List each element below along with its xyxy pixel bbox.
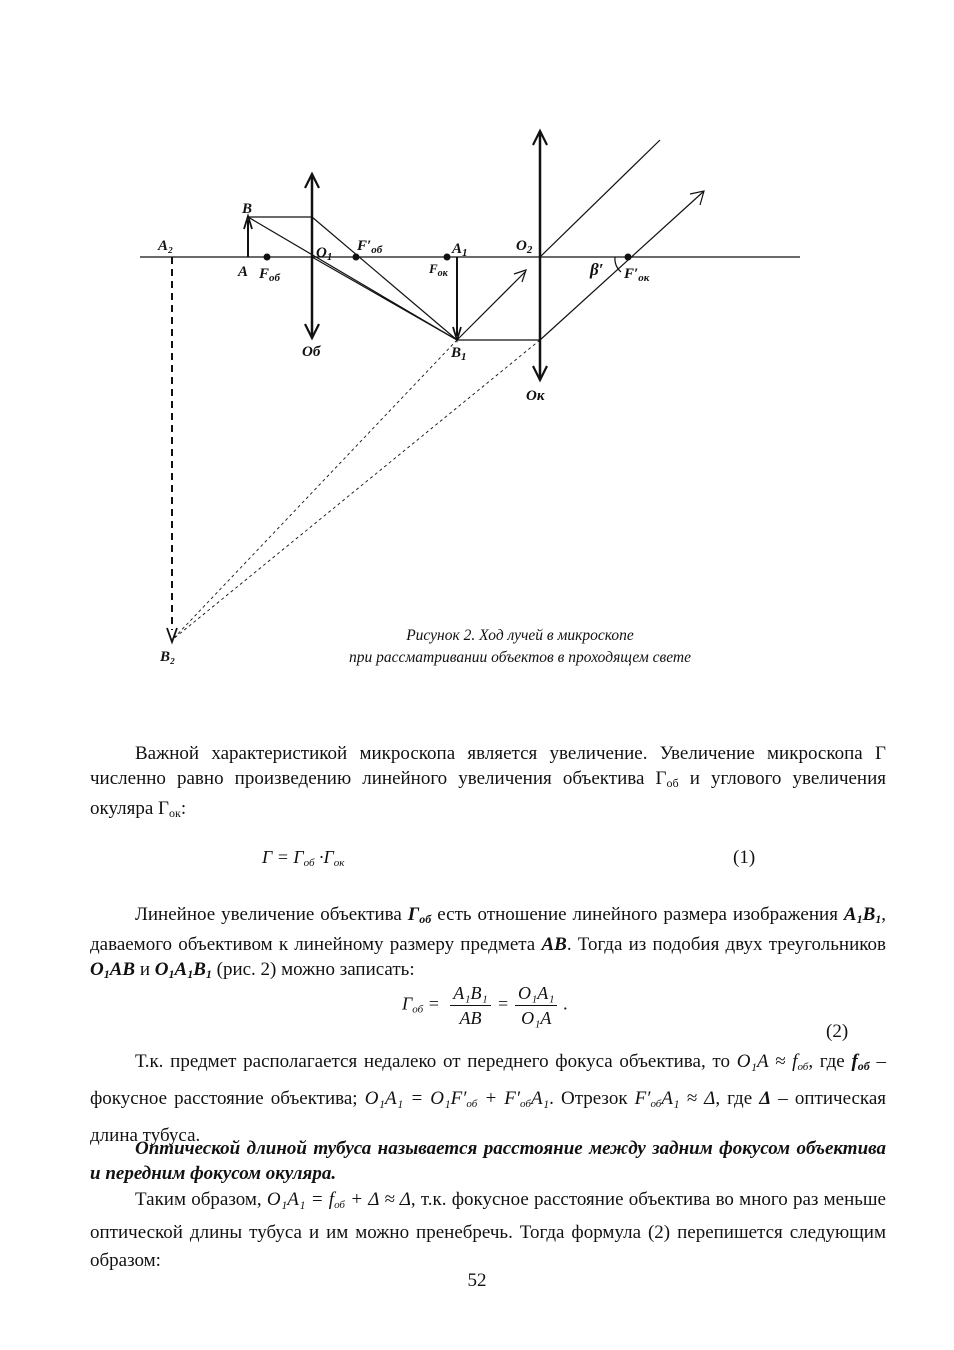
equation-2: $Г_{об}$ = $\frac{\text{A₁B₁}}{AB}$ = $\frac{\text{O₁A₁}}{\text{O₁A}}$ . <box>402 983 568 1028</box>
label-ok: Ок <box>526 388 545 404</box>
paragraph-tube-length-definition: Оптической длиной тубуса называется расстояние между задним фокусом объектива и передним фокусом окуляра. <box>90 1138 886 1184</box>
focus-point-fok <box>444 254 451 261</box>
ray-b1-o2-arrow <box>514 270 526 282</box>
focus-point-fob <box>264 254 271 261</box>
ray-exit-lower <box>540 192 703 340</box>
label-b2: B₂ <box>160 649 176 665</box>
focus-point-fok-prime <box>625 254 632 261</box>
equation-2-number: (2) <box>826 1021 849 1042</box>
paragraph-conclusion: Таким образом, $O_1A_1 = f_{об} + \Delta \approx \Delta$, т.к. фокусное расстояние объектива во много раз меньше оптической длины тубуса и им можно пренебречь. Тогда формула (2) перепишется следующим образом: <box>90 1189 886 1271</box>
equation-1-number: (1) <box>733 847 756 868</box>
label-ob: Об <box>302 344 321 360</box>
focus-point-fob-prime <box>353 254 360 261</box>
ray-exit-upper <box>540 140 660 257</box>
dashed-ray-2 <box>172 340 540 640</box>
paragraph-magnification: Важной характеристикой микроскопа является увеличение. Увеличение микроскопа Г численно равно произведению линейного увеличения объектива $Г_{об}$ и углового увеличения окуляра $Г_{ок}$: <box>90 743 887 820</box>
label-f-ok: $F_{ок}$ <box>429 261 448 279</box>
label-f-ob: $F_{об}$ <box>259 266 281 284</box>
label-o2: $O_2$ <box>516 238 533 256</box>
figure-caption-line1: Рисунок 2. Ход лучей в микроскопе <box>406 627 634 644</box>
label-f-ok-prime: $F'_{ок}$ <box>624 266 650 284</box>
label-f-ob-prime: $F'_{об}$ <box>357 238 383 256</box>
label-a: A <box>238 264 249 280</box>
label-o1: $O_1$ <box>316 245 333 263</box>
paragraph-object-near-focus: Т.к. предмет располагается недалеко от переднего фокуса объектива, то $O_1A \approx f_{об}$, где $f_{об}$ – фокусное расстояние объектива; $O_1A_1 = O_1F'_{об} + F'_{об}A_1$. Отрезок $F'_{об}A_1 \approx \Delta$, где Δ – оптическая длина тубуса. <box>90 1051 887 1146</box>
label-a1: $A_1$ <box>452 241 468 259</box>
paragraph-linear-magnification: Линейное увеличение объектива $Г_{об}$ есть отношение линейного размера изображения $A_1B_1$, даваемого объективом к линейному размеру предмета AB. Тогда из подобия двух треугольников $O_1AB$ и $O_1A_1B_1$ (рис. 2) можно записать: <box>90 904 887 981</box>
page-number: 52 <box>467 1270 487 1291</box>
ray-through-focus <box>312 217 457 340</box>
label-b1: $B_1$ <box>451 345 467 363</box>
label-beta: β′ <box>590 260 604 279</box>
figure-caption-line2: при рассматривании объектов в проходящем свете <box>349 649 691 666</box>
ray-b1-to-o2 <box>457 272 525 340</box>
dashed-ray-1 <box>172 340 457 640</box>
label-b: B <box>242 201 253 217</box>
equation-1: $Г = Г_{об} \cdot Г_{ок}$ <box>262 847 345 869</box>
label-a2: A₂ <box>158 238 174 254</box>
